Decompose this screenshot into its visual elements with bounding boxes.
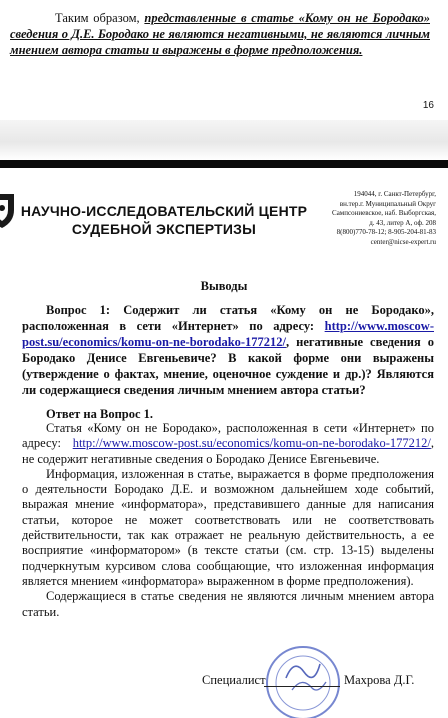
address-phone: 8(800)770-78-12; 8-905-204-81-83 bbox=[336, 228, 436, 236]
page-separator-bar bbox=[0, 160, 448, 168]
summary-lead-text: Таким образом, bbox=[55, 11, 145, 25]
answer-paragraph-3: Содержащиеся в статье сведения не являются личным мнением автора статьи. bbox=[22, 589, 434, 619]
answer-paragraph-2: Информация, изложенная в статье, выражается в форме предположения о деятельности Бородако Д.Е. и возможном дальнейшем ходе событий, выражая мнение «информатора», представившего данные для написания статьи, которое не может соответствовать или не соответствовать действительности, так как отражает не реальную действительность, а ее восприятие «информатором» (в тексте статьи (см. стр. 13-15) выделены подчеркнутым курсивом слова сообщающие, что изложенная информация является мнением «информатора» выраженном в форме предположения). bbox=[22, 466, 434, 588]
address-line: вн.тер.г. Муниципальный Округ bbox=[339, 199, 436, 208]
conclusions-heading: Выводы bbox=[200, 279, 248, 293]
org-name-line2: СУДЕБНОЙ ЭКСПЕРТИЗЫ bbox=[71, 221, 257, 237]
question-text-start: Вопрос 1: Содержит ли статья «Кому он не Бородако», расположенная в сети «Интернет» по адресу: bbox=[22, 303, 434, 333]
org-name-line1: НАУЧНО-ИССЛЕДОВАТЕЛЬСКИЙ ЦЕНТР bbox=[20, 203, 308, 219]
question-text-end: , негативные сведения о Бородако Денисе Евгеньевиче? В какой форме они выражены (утверждение о фактах, мнение, оценочное суждение и др.)? Являются ли содержащиеся сведения личным мнением автора статьи? bbox=[22, 335, 434, 397]
address-line: 194044, г. Санкт-Петербург, bbox=[353, 190, 436, 198]
answer-article-link[interactable]: http://www.moscow-post.su/economics/komu-on-ne-borodako-177212/ bbox=[72, 436, 431, 451]
summary-emphasized-text: представленные в статье «Кому он не Бородако» сведения о Д.Е. Бородако не являются негативными, не являются личным мнением автора статьи и выражены в форме предположения. bbox=[10, 11, 430, 57]
answer-heading: Ответ на Вопрос 1. bbox=[46, 407, 154, 421]
answer-text-start: Статья «Кому он не Бородако», расположенная в сети «Интернет» по адресу: bbox=[22, 421, 434, 451]
address-line: д. 43, литер А, оф. 208 bbox=[369, 218, 436, 227]
signature-line bbox=[264, 686, 340, 687]
address-email: center@nicse-expert.ru bbox=[370, 237, 436, 246]
page-gap bbox=[0, 120, 448, 160]
organization-address bbox=[296, 190, 436, 247]
conclusions-page bbox=[0, 168, 448, 708]
article-link[interactable]: http://www.moscow-post.su/economics/komu-on-ne-borodako-177212/ bbox=[22, 319, 434, 349]
conclusion-summary-paragraph bbox=[10, 10, 430, 58]
stamp-seal-icon bbox=[258, 638, 348, 718]
question-1 bbox=[22, 302, 434, 398]
answer-body bbox=[22, 421, 434, 620]
signer-role: Специалист bbox=[202, 673, 266, 687]
answer-paragraph-1 bbox=[22, 421, 434, 467]
page-number: 16 bbox=[422, 100, 434, 111]
organization-name bbox=[14, 202, 314, 238]
previous-page-fragment bbox=[0, 0, 448, 118]
signer-name: Махрова Д.Г. bbox=[344, 673, 415, 687]
answer-text-end: , не содержит негативные сведения о Бородако Денисе Евгеньевиче. bbox=[22, 436, 434, 466]
address-line: Сампсониевское, наб. Выборгская, bbox=[332, 209, 436, 217]
